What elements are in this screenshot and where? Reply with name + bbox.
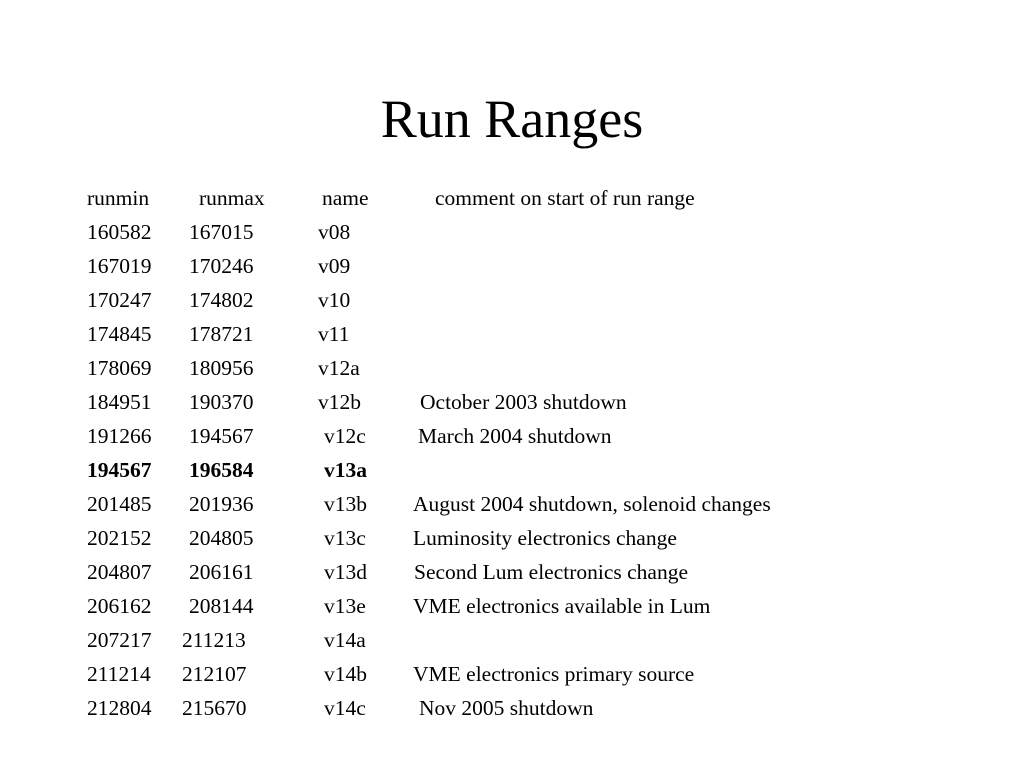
cell-runmax: 174802 — [189, 288, 254, 312]
table-row — [0, 288, 1024, 322]
cell-runmin: 174845 — [87, 322, 152, 346]
cell-name: v13e — [324, 594, 366, 618]
table-row — [0, 220, 1024, 254]
table-row-highlighted — [0, 458, 1024, 492]
cell-runmax: 208144 — [189, 594, 254, 618]
table-row — [0, 526, 1024, 560]
cell-name: v12a — [318, 356, 360, 380]
cell-runmax: 212107 — [182, 662, 247, 686]
cell-runmax: 196584 — [189, 458, 254, 482]
cell-runmin: 170247 — [87, 288, 152, 312]
cell-runmax: 215670 — [182, 696, 247, 720]
cell-runmax: 180956 — [189, 356, 254, 380]
cell-runmin: 206162 — [87, 594, 152, 618]
header-runmin: runmin — [87, 186, 150, 210]
cell-runmin: 207217 — [87, 628, 152, 652]
cell-runmin: 178069 — [87, 356, 152, 380]
table-row — [0, 560, 1024, 594]
cell-runmax: 211213 — [182, 628, 246, 652]
table-header-row — [0, 186, 1024, 220]
cell-comment: Second Lum electronics change — [414, 560, 689, 584]
cell-runmin: 211214 — [87, 662, 151, 686]
cell-runmax: 167015 — [189, 220, 254, 244]
cell-name: v13d — [324, 560, 367, 584]
cell-comment: March 2004 shutdown — [418, 424, 612, 448]
slide-title: Run Ranges — [380, 89, 644, 149]
table-row — [0, 356, 1024, 390]
header-runmax: runmax — [199, 186, 265, 210]
table-row — [0, 254, 1024, 288]
table-row — [0, 390, 1024, 424]
cell-name: v09 — [318, 254, 351, 278]
cell-comment: VME electronics available in Lum — [413, 594, 711, 618]
cell-runmin: 202152 — [87, 526, 152, 550]
table-row — [0, 492, 1024, 526]
cell-runmin: 204807 — [87, 560, 152, 584]
cell-name: v10 — [318, 288, 351, 312]
cell-runmax: 178721 — [189, 322, 254, 346]
cell-name: v12b — [318, 390, 361, 414]
cell-name: v08 — [318, 220, 351, 244]
cell-name: v14c — [324, 696, 366, 720]
cell-runmax: 190370 — [189, 390, 254, 414]
cell-runmax: 194567 — [189, 424, 254, 448]
cell-comment: VME electronics primary source — [413, 662, 695, 686]
table-row — [0, 322, 1024, 356]
cell-name: v14b — [324, 662, 367, 686]
cell-runmin: 191266 — [87, 424, 152, 448]
cell-comment: Luminosity electronics change — [413, 526, 677, 550]
cell-runmin: 160582 — [87, 220, 152, 244]
cell-runmax: 206161 — [189, 560, 254, 584]
cell-name: v11 — [318, 322, 350, 346]
cell-runmin: 167019 — [87, 254, 152, 278]
cell-runmin: 212804 — [87, 696, 152, 720]
cell-comment: Nov 2005 shutdown — [419, 696, 594, 720]
table-row — [0, 696, 1024, 730]
cell-name: v12c — [324, 424, 366, 448]
cell-name: v14a — [324, 628, 366, 652]
cell-name: v13a — [324, 458, 367, 482]
header-name: name — [322, 186, 369, 210]
table-row — [0, 628, 1024, 662]
table-row — [0, 594, 1024, 628]
cell-runmax: 170246 — [189, 254, 254, 278]
cell-comment: August 2004 shutdown, solenoid changes — [413, 492, 771, 516]
cell-name: v13b — [324, 492, 367, 516]
cell-comment: October 2003 shutdown — [420, 390, 627, 414]
cell-runmin: 201485 — [87, 492, 152, 516]
cell-runmin: 184951 — [87, 390, 152, 414]
table-row — [0, 662, 1024, 696]
cell-runmax: 201936 — [189, 492, 254, 516]
cell-runmax: 204805 — [189, 526, 254, 550]
header-comment: comment on start of run range — [435, 186, 695, 210]
table-row — [0, 424, 1024, 458]
cell-runmin: 194567 — [87, 458, 152, 482]
cell-name: v13c — [324, 526, 366, 550]
